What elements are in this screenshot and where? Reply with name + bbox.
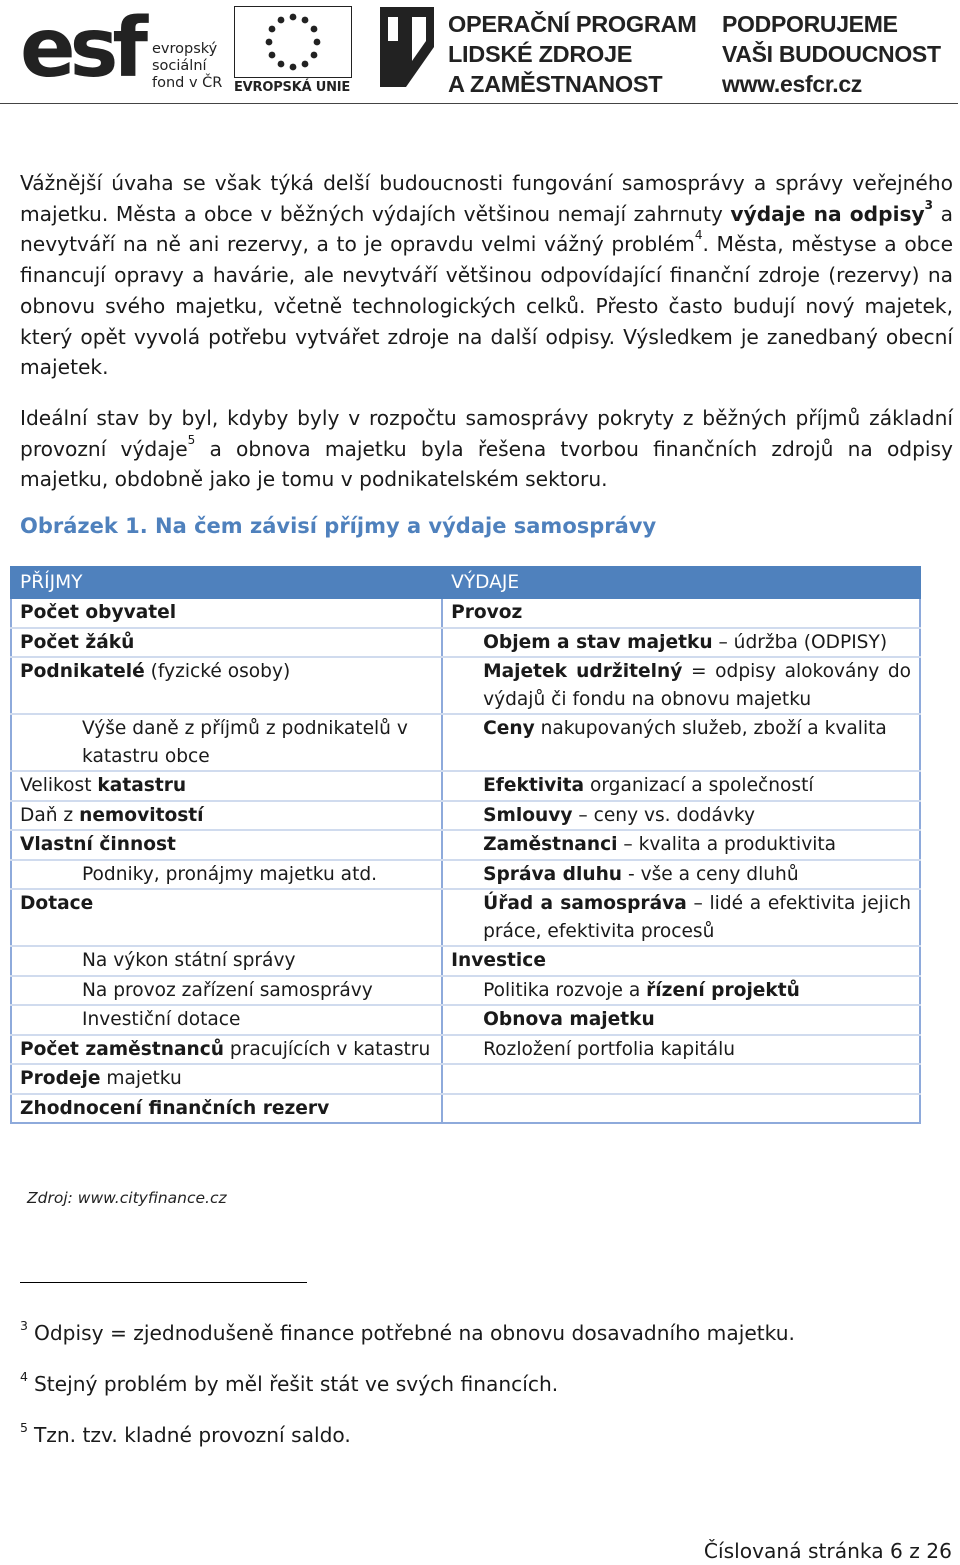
esf-logo-text: evropský sociální fond v ČR xyxy=(152,41,223,91)
table-row: Počet zaměstnanců pracujících v katastru Rozložení portfolia kapitálu xyxy=(11,1035,920,1065)
table-row: Počet žáků Objem a stav majetku – údržba (ODPISY) xyxy=(11,628,920,658)
table-row: Počet obyvatel Provoz xyxy=(11,598,920,628)
paragraph-1: Vážnější úvaha se však týká delší budoucnosti fungování samosprávy a správy veřejného majetku. Města a obce v běžných výdajích většinou nemají zahrnuty výdaje na odpisy$^3$ a nevytváří na ně ani rezervy, a to je opravdu velmi vážný problém$^4$. Města, městyse a obce financují opravy a havárie, ale nevytváří většinou odpovídající finanční zdroje (rezervy) na obnovu svého majetku, včetně technologických celků. Přesto často budují nový majetek, který opět vyvolá potřebu vytvářet zdroje na další odpisy. Výsledkem je zanedbaný obecní majetek. xyxy=(20,171,953,380)
header-divider xyxy=(0,103,958,104)
page-header xyxy=(0,0,960,105)
expense-column-header: VÝDAJE xyxy=(442,567,920,598)
eu-flag-icon xyxy=(234,6,352,78)
esf-logo xyxy=(20,3,230,95)
table-row: Podnikatelé (fyzické osoby) Majetek udržitelný = odpisy alokovány do výdajů či fondu na obnovu majetku xyxy=(11,657,920,714)
op-logo-icon xyxy=(376,3,438,91)
footnote-5: $^5$ Tzn. tzv. kladné provozní saldo. xyxy=(20,1420,351,1447)
paragraph-2: Ideální stav by byl, kdyby byly v rozpočtu samosprávy pokryty z běžných příjmů základní provozní výdaje$^5$ a obnova majetku byla řešena tvorbou finančních zdrojů na odpisy majetku, obdobně jako je tomu v podnikatelském sektoru. xyxy=(20,406,953,492)
income-column-header: PŘÍJMY xyxy=(11,567,442,598)
table-row: Výše daně z příjmů z podnikatelů v katastru obce Ceny nakupovaných služeb, zboží a kvalita xyxy=(11,714,920,771)
footnote-ref-4[interactable]: 4 xyxy=(694,228,703,243)
footnote-ref-5[interactable]: 5 xyxy=(187,432,196,447)
table-row: Investiční dotace Obnova majetku xyxy=(11,1005,920,1035)
table-row: Vlastní činnost Zaměstnanci – kvalita a produktivita xyxy=(11,830,920,860)
esf-logo-mark: esf xyxy=(20,1,143,96)
table-row: Podniky, pronájmy majetku atd. Správa dluhu - vše a ceny dluhů xyxy=(11,860,920,890)
eu-logo-label: EVROPSKÁ UNIE xyxy=(234,80,351,95)
table-row: Na provoz zařízení samosprávy Politika rozvoje a řízení projektů xyxy=(11,976,920,1006)
page-number: Číslovaná stránka 6 z 26 xyxy=(703,1539,952,1563)
footnote-3: $^3$ Odpisy = zjednodušeně finance potřebné na obnovu dosavadního majetku. xyxy=(20,1318,795,1345)
op-logo-text: OPERAČNÍ PROGRAM LIDSKÉ ZDROJE A ZAMĚSTNANOST xyxy=(448,11,697,97)
table-row: Zhodnocení finančních rezerv xyxy=(11,1094,920,1124)
support-slogan: PODPORUJEME VAŠI BUDOUCNOST www.esfcr.cz xyxy=(722,11,941,97)
table-header-row xyxy=(11,567,920,598)
table-row: Dotace Úřad a samospráva – lidé a efektivita jejich práce, efektivita procesů xyxy=(11,889,920,946)
table-source: Zdroj: www.cityfinance.cz xyxy=(27,1189,227,1207)
eu-logo xyxy=(232,3,362,95)
footnote-4: $^4$ Stejný problém by měl řešit stát ve svých financích. xyxy=(20,1369,559,1396)
footnote-divider xyxy=(20,1282,307,1283)
op-logo xyxy=(376,3,696,95)
table-row: Na výkon státní správy Investice xyxy=(11,946,920,976)
table-row: Velikost katastru Efektivita organizací a společností xyxy=(11,771,920,801)
figure-caption: Obrázek 1. Na čem závisí příjmy a výdaje samosprávy xyxy=(20,514,657,538)
table-row: Prodeje majetku xyxy=(11,1064,920,1094)
esf-website-link[interactable]: www.esfcr.cz xyxy=(722,71,863,97)
income-expense-table xyxy=(10,566,921,1124)
table-row: Daň z nemovitostí Smlouvy – ceny vs. dodávky xyxy=(11,801,920,831)
footnote-ref-3[interactable]: 3 xyxy=(924,197,934,212)
